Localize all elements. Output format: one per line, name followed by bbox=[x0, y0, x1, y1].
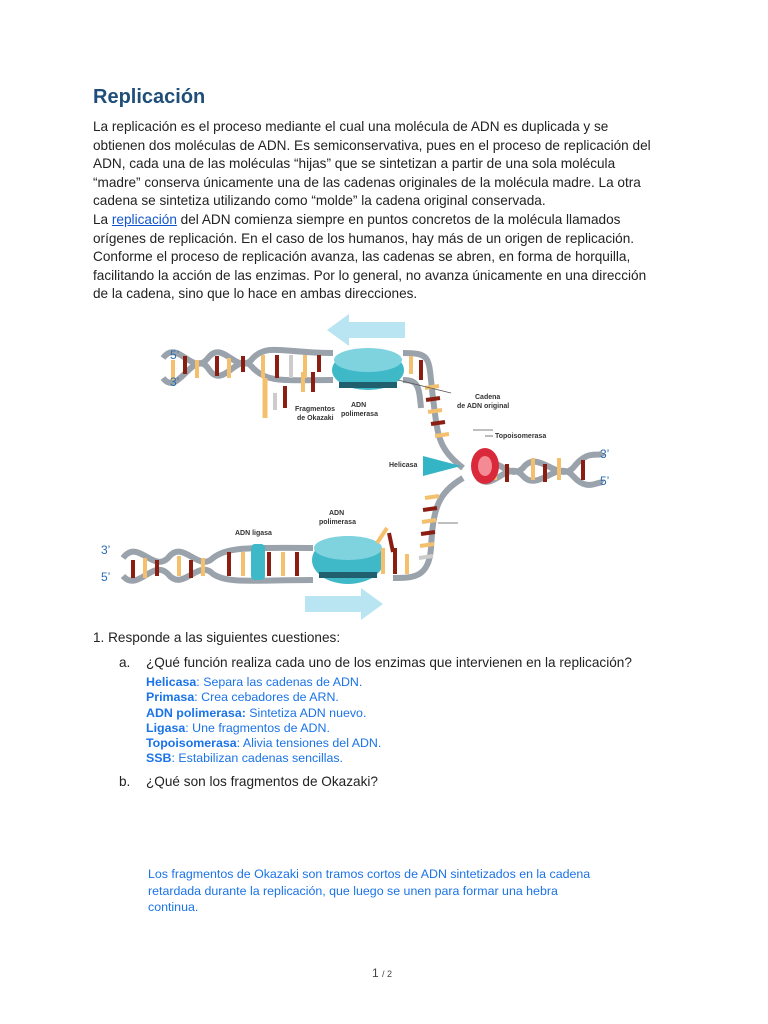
label-5-right: 5’ bbox=[600, 474, 610, 488]
answer-desc: Separa las cadenas de ADN. bbox=[203, 675, 363, 689]
page-number bbox=[372, 966, 392, 980]
question-b-text: ¿Qué son los fragmentos de Okazaki? bbox=[146, 774, 378, 789]
question-a-label: a. bbox=[119, 655, 131, 670]
dna-polymerase-top bbox=[332, 348, 404, 390]
label-polimerasa-top-1: ADN bbox=[351, 402, 367, 409]
answer-sep: : bbox=[171, 751, 179, 766]
answer-term: Ligasa bbox=[146, 720, 186, 735]
label-5-top: 5’ bbox=[170, 348, 180, 362]
dna-polymerase-bottom bbox=[312, 536, 384, 584]
question-a-text: ¿Qué función realiza cada uno de los enzimas que intervienen en la replicación? bbox=[146, 655, 632, 670]
label-5-bottom: 5’ bbox=[101, 570, 111, 584]
paragraph-origins-start: La bbox=[93, 212, 112, 227]
label-3-right: 3’ bbox=[600, 447, 610, 461]
answer-sep: : bbox=[194, 690, 202, 705]
answer-item bbox=[146, 751, 446, 766]
label-3-top: 3’ bbox=[170, 375, 180, 389]
page-current: 1 bbox=[372, 966, 379, 980]
paragraph-origins bbox=[93, 211, 653, 304]
page-total: / 2 bbox=[382, 969, 393, 979]
label-3-bottom: 3’ bbox=[101, 543, 111, 557]
answer-item bbox=[146, 721, 446, 736]
label-topoisomerasa: Topoisomerasa bbox=[495, 433, 547, 440]
answer-desc: Crea cebadores de ARN. bbox=[201, 690, 339, 705]
answer-desc: Une fragmentos de ADN. bbox=[192, 720, 330, 735]
answer-item bbox=[146, 675, 446, 690]
label-cadena-1: Cadena bbox=[475, 394, 501, 401]
label-helicasa: Helicasa bbox=[389, 462, 418, 469]
label-polimerasa-top-2: polimerasa bbox=[341, 411, 378, 418]
label-ligasa: ADN ligasa bbox=[235, 530, 272, 537]
label-polimerasa-bottom-2: polimerasa bbox=[319, 519, 356, 526]
answer-term: Helicasa bbox=[146, 675, 197, 689]
label-cadena-2: de ADN original bbox=[457, 403, 510, 410]
question-1: 1. Responde a las siguientes cuestiones: bbox=[93, 630, 341, 645]
paragraph-intro: La replicación es el proceso mediante el cual una molécula de ADN es duplicada y se obtienen dos moléculas de ADN. Es semiconservativa, pues en el proceso de replicación del ADN, cada una de las moléculas “hijas” que se sintetizan a partir de una sola molécula “madre” conserva únicamente una de las cadenas originales de la molécula madre. La otra cadena se sintetiza utilizando como “molde” la cadena original conservada. bbox=[93, 119, 651, 209]
answer-desc: Alivia tensiones del ADN. bbox=[242, 736, 382, 751]
page-title: Replicación bbox=[93, 86, 206, 108]
answer-term: Topoisomerasa bbox=[146, 736, 237, 751]
answer-item bbox=[146, 736, 446, 751]
answer-item bbox=[146, 706, 446, 721]
dna-ligase bbox=[251, 544, 265, 580]
answers-enzymes bbox=[146, 675, 446, 766]
label-fragmentos-1: Fragmentos bbox=[295, 406, 336, 413]
answer-term: ADN polimerasa: bbox=[146, 705, 246, 720]
answer-item bbox=[146, 690, 446, 705]
label-polimerasa-bottom-1: ADN bbox=[329, 510, 345, 517]
paragraph-origins-rest: del ADN comienza siempre en puntos concretos de la molécula llamados orígenes de replicación. En el caso de los humanos, hay más de un origen de replicación. Conforme el proceso de replicación avanza, las cadenas se abren, en forma de horquilla, facilitando la acción de las enzimas. Por lo general, no avanza únicamente en una dirección de la cadena, sino que lo hace en ambas direcciones. bbox=[93, 212, 647, 302]
question-b-label: b. bbox=[119, 774, 131, 789]
answer-term: Primasa bbox=[146, 690, 195, 705]
answer-sep: : bbox=[185, 720, 193, 735]
answer-okazaki: Los fragmentos de Okazaki son tramos cortos de ADN sintetizados en la cadena retardada durante la replicación, que luego se unen para formar una hebra continua. bbox=[148, 867, 591, 914]
question-b bbox=[119, 774, 378, 789]
label-fragmentos-2: de Okazaki bbox=[297, 415, 334, 422]
question-a bbox=[119, 655, 632, 670]
answer-desc: Sintetiza ADN nuevo. bbox=[249, 705, 367, 720]
answer-desc: Estabilizan cadenas sencillas. bbox=[178, 751, 343, 766]
answer-sep: : bbox=[236, 736, 243, 751]
answer-term: SSB bbox=[146, 751, 172, 766]
replicacion-link[interactable]: replicación bbox=[111, 212, 177, 227]
answer-sep: : bbox=[196, 675, 204, 689]
topoisomerase bbox=[471, 448, 499, 484]
replication-fork-diagram bbox=[93, 308, 618, 620]
